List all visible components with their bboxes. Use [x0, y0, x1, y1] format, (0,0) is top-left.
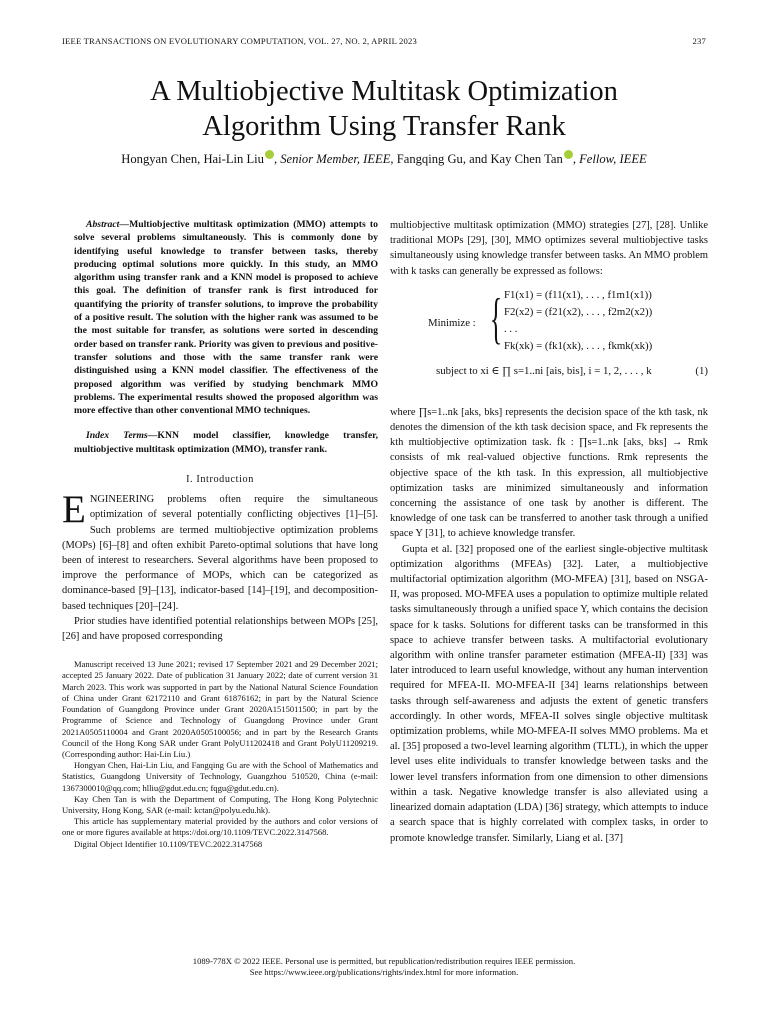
right-column [390, 218, 708, 846]
copyright-line-1: 1089-778X © 2022 IEEE. Personal use is permitted, but republication/redistribution requires IEEE permission. [192, 956, 576, 966]
intro-paragraph-1 [62, 488, 378, 614]
paper-title [0, 74, 768, 144]
intro-paragraph-2: Prior studies have identified potential relationships between MOPs [25], [26] and have proposed corresponding [62, 615, 378, 643]
authors-part-1: Hongyan Chen, Hai-Lin Liu [121, 152, 264, 166]
title-line-1: A Multiobjective Multitask Optimization [150, 76, 618, 107]
index-terms-text: KNN model classifier, knowledge transfer, multiobjective multitask optimization (MMO), transfer rank. [74, 430, 378, 455]
eq-minimize-label: Minimize : [428, 316, 476, 329]
journal-name: IEEE TRANSACTIONS ON EVOLUTIONARY COMPUTATION, VOL. 27, NO. 2, APRIL 2023 [62, 36, 418, 46]
right-paragraph-1: multiobjective multitask optimization (MMO) strategies [27], [28]. Unlike traditional MOPs [29], [30], MMO optimizes several multiobjective tasks simultaneously using knowledge transfer between tasks. An MMO problem with k tasks can generally be expressed as follows: [390, 220, 708, 277]
title-line-2: Algorithm Using Transfer Rank [202, 111, 566, 142]
abstract-text: Multiobjective multitask optimization (MMO) attempts to solve several problems simultaneously. This is commonly done by identifying useful knowledge to transfer between tasks, thereby producing optimal solutions more quickly. In this study, an MMO algorithm using transfer rank and a KNN model is proposed to achieve this goal. The definition of transfer rank is first introduced for quantifying the priority of transfer solutions, to improve the probability of a positive result. The solution with the higher rank was assumed to be the most suitable for transfer, as solutions were sorted in descending order based on transfer rank. Priority was given to previous and positive-transfer solutions and those with the same transfer rank were distinguished using a KNN model classifier. The effectiveness of the proposed algorithm was verified by studying benchmark MMO problems. The experimental results showed the proposed algorithm was more effective than other conventional MMO techniques. [74, 219, 378, 417]
eq-rows [504, 287, 652, 355]
author-role-1: , Senior Member, IEEE [273, 152, 391, 166]
abstract-label: Abstract— [86, 219, 130, 230]
footnote-affiliation-2: Kay Chen Tan is with the Department of Computing, The Hong Kong Polytechnic University, Hong Kong, SAR (e-mail: kctan@polyu.edu.hk). [62, 793, 378, 815]
footnote-affiliation-1: Hongyan Chen, Hai-Lin Liu, and Fangqing Gu are with the School of Mathematics and Statistics, Guangdong University of Technology, Guangzhou 510520, China (e-mail: 1367300010@qq.com; hlliu@gdut.edu.cn; fqgu@gdut.edu.cn). [62, 760, 378, 793]
right-paragraph-2: where ∏s=1..nk [aks, bks] represents the decision space of the kth task, nk denotes the dimension of the kth task decision space, and Fk represents the kth multiobjective optimization task. fk : ∏s=1..nk [aks, bks] → Rmk consists of mk real-valued objective functions. Rmk represents the objective space of the kth task. In this expression, all multiobjective optimization tasks are minimized simultaneously and information concerning the assistance of one task by another is different. The knowledge of one task can be transferred to another task through a unified space Y [31], to achieve knowledge transfer. [390, 406, 708, 540]
section-heading: I. Introduction [186, 474, 254, 486]
orcid-icon[interactable] [265, 150, 274, 159]
abstract [74, 218, 378, 417]
authors-part-2: , Fangqing Gu, and Kay Chen Tan [390, 152, 563, 166]
footnote-supplementary: This article has supplementary material provided by the authors and color versions of one or more figures available at https://doi.org/10.1109/TEVC.2022.3147568. [62, 816, 378, 838]
page-number: 237 [692, 36, 706, 46]
orcid-icon[interactable] [564, 150, 573, 159]
footnote-doi: Digital Object Identifier 10.1109/TEVC.2022.3147568 [74, 838, 263, 849]
eq-number: (1) [695, 364, 708, 377]
copyright-line-2: See https://www.ieee.org/publications/rights/index.html for more information. [249, 967, 519, 978]
drop-cap: E [62, 488, 86, 532]
author-role-2: , Fellow, IEEE [572, 152, 647, 166]
footnote-manuscript: Manuscript received 13 June 2021; revised 17 September 2021 and 29 December 2021; accepted 25 January 2022. Date of publication 31 January 2022; date of current version 31 March 2023. This work was supported in part by the National Natural Science Foundation of China under Grant 62172110 and Grant 61876162; in part by the Natural Science Foundation of Guangdong Province under Grant 2020A1515011500; in part by the Programme of Science and Technology of Guangdong Province under Grant 2021A0505110004 and Grant 2020A0505100056; and in part by the Research Grants Council of the Hong Kong SAR under Grant PolyU11202418 and Grant PolyU11209219. (Corresponding author: Hai-Lin Liu.) [62, 659, 378, 759]
eq-row-2: F2(x2) = (f21(x2), . . . , f2m2(x2)) [504, 305, 653, 318]
author-list [0, 150, 768, 167]
index-terms-label: Index Terms— [86, 430, 158, 442]
right-paragraph-3: Gupta et al. [32] proposed one of the earliest single-objective multitask optimization algorithms (MFEAs) [32]. Later, a multiobjective multifactorial optimization algorithm (MO-MFEA) [31], based on NSGA-II, was proposed. MO-MFEA uses a population to optimize multiple related tasks simultaneously through a unified space Y, which contains the decision space for k tasks. Solutions for different tasks can be transformed in this space to achieve transfer between tasks. A multifactorial evolutionary algorithm with online transfer parameter estimation (MFEA-II) [33] was later introduced to learn useful knowledge, without any human intervention required for MFEA-II. MO-MFEA-II [34] learns relationships between tasks through self-awareness and adjusts the extent of genetic transfers accordingly. In other words, MFEA-II solves single objective multitask optimization problems, while MO-MFEA-II solves MMO problems. Ma et al. [35] proposed a two-level learning algorithm (TLTL), in which the upper level uses elite individuals to transfer knowledge between tasks and the lower level transfers information from one dimension to other dimensions within a task. Negative knowledge transfer is also alleviated using a linearized domain adaptation (LDA) [36] strategy, which attempts to induce a search space that is highly correlated with complex tasks, in order to promote knowledge transfer. Similarly, Liang et al. [37] [390, 543, 708, 844]
eq-row-3: . . . [504, 322, 518, 335]
eq-row-4: Fk(xk) = (fk1(xk), . . . , fkmk(xk)) [504, 339, 653, 352]
intro-paragraph-1-text: NGINEERING problems often require the simultaneous optimization of several potentially conflicting objectives [1]–[5]. Such problems are termed multiobjective optimization problems (MOPs) [6]–[8] and often exhibit Pareto-optimal solutions that have long been of interest to researchers. Several algorithms have been proposed to improve the performance of MOPs, which can be categorized as dominance-based [9]–[13], indicator-based [14]–[19], and decomposition-based techniques [20]–[24]. [62, 494, 378, 612]
equation-1 [390, 287, 708, 399]
eq-brace: { [490, 287, 503, 350]
left-column [62, 218, 378, 850]
index-terms [74, 429, 378, 456]
copyright-notice [0, 956, 768, 979]
eq-row-1: F1(x1) = (f11(x1), . . . , f1m1(x1)) [504, 288, 652, 301]
footnotes [62, 659, 378, 849]
eq-subject-to: subject to xi ∈ ∏ s=1..ni [ais, bis], i = 1, 2, . . . , k [436, 364, 652, 377]
running-header [62, 36, 706, 46]
